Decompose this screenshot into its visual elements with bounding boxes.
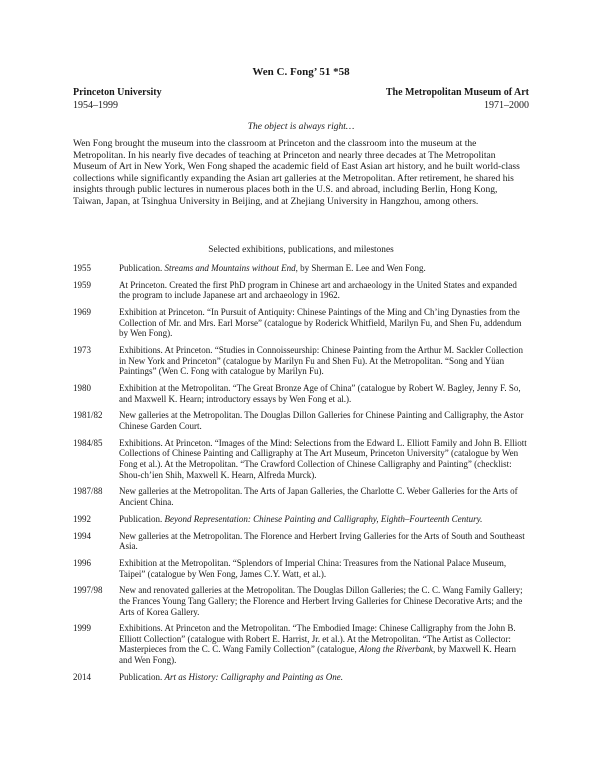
publication-title: Streams and Mountains without End (164, 263, 296, 273)
met-label: The Metropolitan Museum of Art (385, 87, 529, 98)
princeton-years: 1954–1999 (73, 100, 118, 111)
milestone-text (119, 280, 529, 301)
milestone-text (119, 585, 529, 617)
met-years: 1971–2000 (484, 100, 529, 111)
page-title: Wen C. Fong’ 51 *58 (252, 66, 350, 78)
milestone-text (119, 623, 529, 665)
met-header (386, 86, 529, 112)
milestone-text-part: At Princeton. Created the first PhD program in Chinese art and archaeology in the United States and expanded the program to include Japanese art and archaeology in 1962. (119, 279, 517, 301)
milestone-year: 1997/98 (73, 585, 103, 596)
milestone-text (119, 558, 529, 579)
milestone-text-part: Exhibitions. At Princeton and the Metropolitan. “The Embodied Image: Chinese Calligraphy from the John B. Elliott Collection” (catalogue with Robert E. Harrist, Jr. et al.). At the Metropolitan. “The Artist as Collector: Masterpieces from the C. C. Wang Family Collection” (catalogue, (119, 623, 516, 655)
milestone-row (73, 486, 529, 507)
milestone-row (73, 623, 529, 665)
milestone-text-part: Exhibition at the Metropolitan. “The Great Bronze Age of China” (catalogue by Robert W. Bagley, Jenny F. So, and Maxwell K. Hearn; introductory essays by Wen Fong et al.). (119, 383, 521, 404)
milestone-year: 1959 (73, 279, 91, 290)
milestone-row (73, 438, 529, 480)
milestone-row (73, 558, 529, 579)
milestone-row (73, 263, 529, 274)
milestone-row (73, 531, 529, 552)
milestone-text (119, 345, 529, 377)
milestone-text (119, 514, 529, 525)
milestone-row (73, 345, 529, 377)
milestone-year: 1992 (73, 513, 91, 524)
milestone-row (73, 410, 529, 431)
milestone-row (73, 514, 529, 525)
milestone-year: 1994 (73, 530, 91, 541)
publication-title: Art as History: Calligraphy and Painting as One. (164, 671, 343, 682)
milestone-year: 1955 (73, 263, 91, 273)
milestone-list (73, 263, 529, 689)
milestone-text-part: , by Sherman E. Lee and Wen Fong. (295, 263, 426, 273)
milestone-text (119, 672, 529, 683)
princeton-label: Princeton University (73, 87, 162, 98)
milestone-text (119, 263, 529, 274)
intro-paragraph: Wen Fong brought the museum into the classroom at Princeton and the classroom into the museum at the Metropolitan. In his nearly five decades of teaching at Princeton and nearly three decades at The Metropolitan Museum of Art in New York, Wen Fong shaped the academic field of East Asian art history, and he built world-class collections while significantly expanding the Asian art galleries at the Metropolitan. After retirement, he shared his insights through public lectures in numerous places both in the U.S. and abroad, including Berlin, Hong Kong, Taiwan, Japan, at Tsinghua University in Beijing, and at Zhejiang University in Hangzhou, among others. (73, 138, 520, 207)
milestone-text (119, 438, 529, 480)
motto: The object is always right… (247, 122, 355, 132)
milestone-text (119, 410, 529, 431)
milestone-row (73, 672, 529, 683)
milestone-text-part: Exhibitions. At Princeton. “Images of the Mind: Selections from the Edward L. Elliott Family and John B. Elliott Collections of Chinese Painting and Calligraphy at The Art Museum, Princeton University” (catalogue by Wen Fong et al.). At the Metropolitan. “The Crawford Collection of Chinese Calligraphy and Painting” (checklist: Shou-ch’ien Shih, Maxwell K. Hearn, Alfreda Murck). (119, 437, 527, 480)
milestone-text-part: Exhibitions. At Princeton. “Studies in Connoisseurship: Chinese Painting from the Arthur M. Sackler Collection in New York and Princeton” (catalogue by Marilyn Fu and Shen Fu). At the Metropolitan. “Song and Yüan Paintings” (Wen C. Fong with catalogue by Marilyn Fu). (119, 345, 523, 377)
milestone-year: 1987/88 (73, 486, 103, 497)
milestone-year: 1973 (73, 345, 91, 356)
milestone-text-part: Exhibition at Princeton. “In Pursuit of Antiquity: Chinese Paintings of the Ming and Ch’ing Dynasties from the Collection of Mr. and Mrs. Earl Morse” (catalogue by Roderick Whitfield, Marilyn Fu, and Shen Fu, addendum by Wen Fong). (119, 307, 522, 339)
milestone-year: 2014 (73, 671, 91, 682)
milestone-text-part: New and renovated galleries at the Metropolitan. The Douglas Dillon Galleries; the C. C. Wang Family Gallery; the Frances Young Tang Gallery; the Florence and Herbert Irving Galleries for Chinese Decorative Arts; and the Arts of Korea Gallery. (119, 585, 523, 617)
milestone-text-part: , by Maxwell K. Hearn and Wen Fong). (119, 644, 517, 666)
milestone-text-part: Publication. (119, 671, 165, 682)
milestone-year: 1996 (73, 557, 91, 568)
milestone-text-part: Publication. (119, 263, 165, 273)
publication-title: Along the Riverbank (359, 644, 434, 655)
milestone-text-part: New galleries at the Metropolitan. The Florence and Herbert Irving Galleries for the Arts of South and Southeast Asia. (119, 530, 525, 552)
milestone-row (73, 383, 529, 404)
milestone-text (119, 307, 529, 339)
milestone-text-part: Exhibition at the Metropolitan. “Splendors of Imperial China: Treasures from the National Palace Museum, Taipei” (catalogue by Wen Fong, James C.Y. Watt, et al.). (119, 557, 507, 579)
milestone-text-part: New galleries at the Metropolitan. The Arts of Japan Galleries, the Charlotte C. Weber Galleries for the Arts of Ancient China. (119, 486, 518, 507)
milestone-row (73, 307, 529, 339)
milestone-year: 1980 (73, 383, 91, 394)
publication-title: Beyond Representation: Chinese Painting and Calligraphy, Eighth–Fourteenth Century. (164, 513, 483, 524)
milestone-year: 1999 (73, 623, 91, 634)
selected-heading: Selected exhibitions, publications, and milestones (208, 245, 394, 255)
milestone-text-part: Publication. (119, 513, 165, 524)
milestone-year: 1969 (73, 307, 91, 318)
milestone-year: 1981/82 (73, 410, 103, 421)
milestone-text (119, 531, 529, 552)
milestone-row (73, 585, 529, 617)
milestone-row (73, 280, 529, 301)
milestone-text (119, 486, 529, 507)
milestone-text-part: New galleries at the Metropolitan. The Douglas Dillon Galleries for Chinese Painting and Calligraphy, the Astor Chinese Garden Court. (119, 410, 524, 432)
princeton-header (73, 86, 162, 112)
milestone-text (119, 383, 529, 404)
milestone-year: 1984/85 (73, 437, 103, 448)
